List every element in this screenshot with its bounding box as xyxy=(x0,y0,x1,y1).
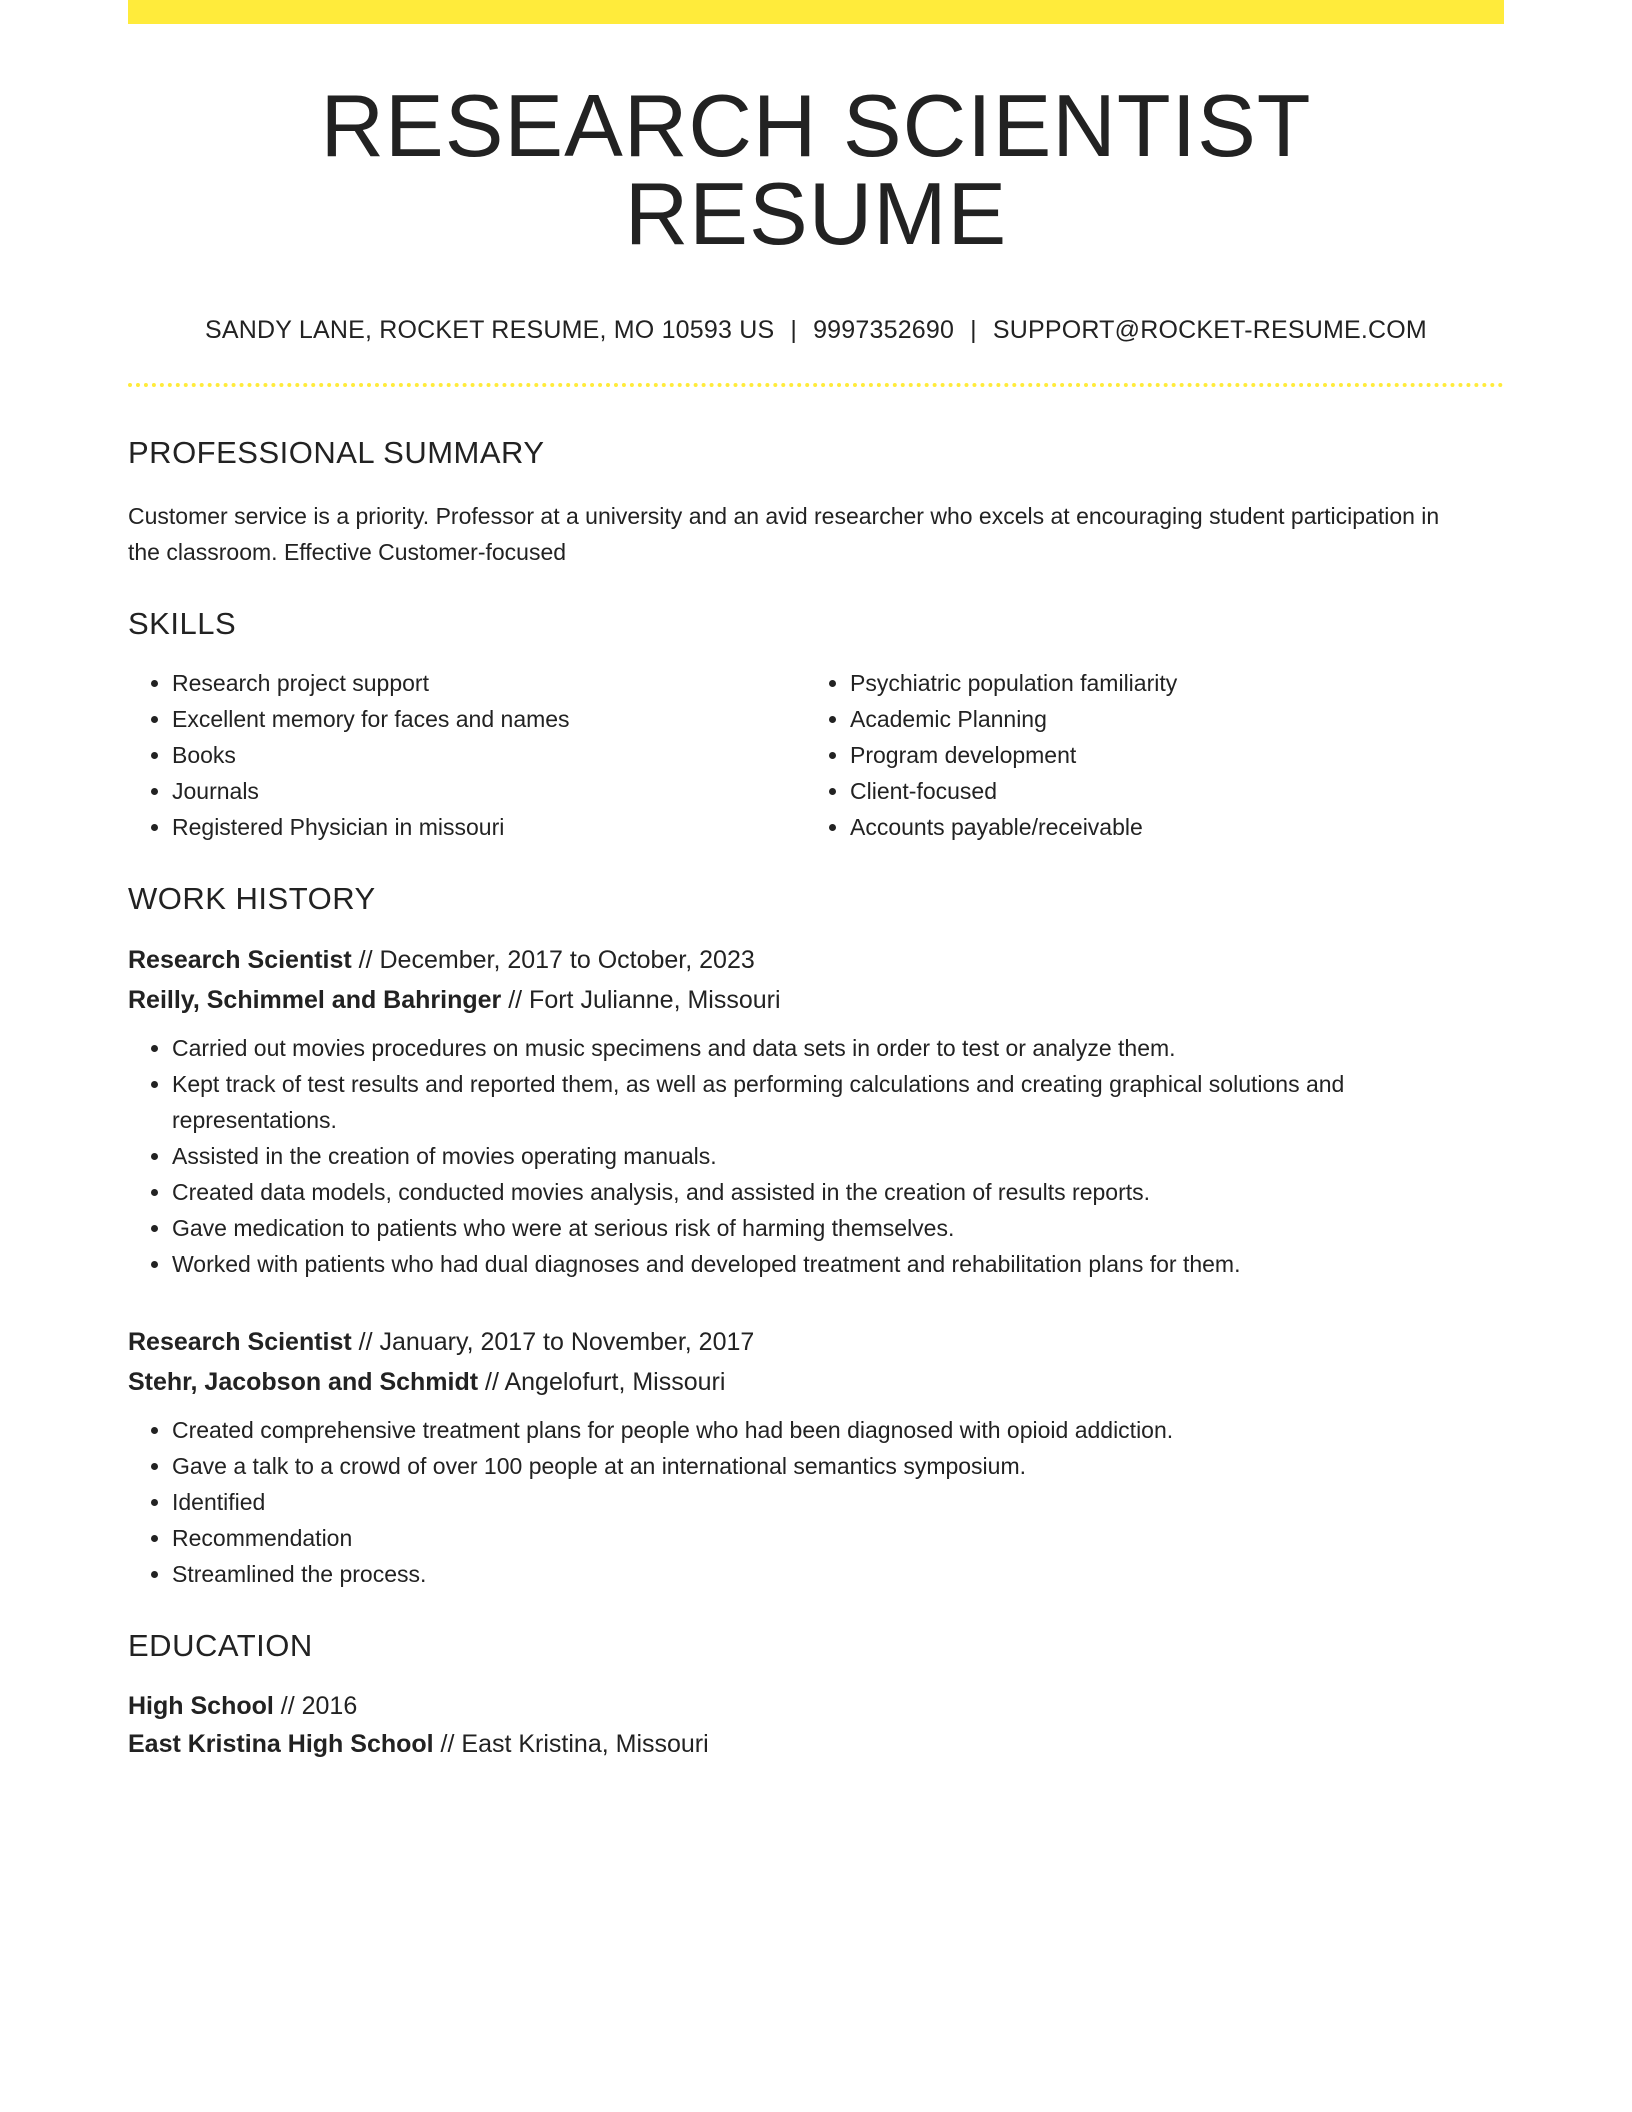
skill-item: • Client-focused xyxy=(850,773,1484,809)
duty-item: • Identified xyxy=(172,1484,1504,1520)
skills-column-right xyxy=(806,665,1484,845)
work-history-heading: WORK HISTORY xyxy=(128,881,376,916)
resume-page xyxy=(128,0,1504,1763)
job-dates: // December, 2017 to October, 2023 xyxy=(351,946,755,974)
duty-item: • Assisted in the creation of movies operating manuals. xyxy=(172,1138,1504,1174)
skill-item: • Books xyxy=(172,737,806,773)
education-school: East Kristina High School xyxy=(128,1730,434,1758)
duty-item: • Recommendation xyxy=(172,1520,1504,1556)
contact-separator: | xyxy=(970,316,977,344)
duty-item: • Kept track of test results and reported them, as well as performing calculations and creating graphical solutions and representations. xyxy=(172,1066,1504,1138)
skill-item: • Accounts payable/receivable xyxy=(850,809,1484,845)
skill-item: • Academic Planning xyxy=(850,701,1484,737)
education-heading: EDUCATION xyxy=(128,1628,313,1663)
skills-list xyxy=(128,665,1504,845)
job-title: Research Scientist xyxy=(128,946,352,974)
skill-item: • Program development xyxy=(850,737,1484,773)
job-entry xyxy=(128,940,1504,1282)
contact-line xyxy=(128,318,1504,343)
job-company: Stehr, Jacobson and Schmidt xyxy=(128,1368,479,1396)
job-company-line xyxy=(128,1362,1504,1402)
job-location: // Angelofurt, Missouri xyxy=(478,1368,726,1396)
resume-title: RESEARCH SCIENTIST RESUME xyxy=(320,76,1312,263)
summary-text: Customer service is a priority. Professor at a university and an avid researcher who excels at encouraging student participation in the classroom. Effective Customer-focused xyxy=(128,503,1440,565)
job-duties xyxy=(128,1412,1504,1592)
skill-item: • Journals xyxy=(172,773,806,809)
duty-item: • Gave medication to patients who were at serious risk of harming themselves. xyxy=(172,1210,1504,1246)
job-title-line xyxy=(128,1322,1504,1362)
contact-separator: | xyxy=(790,316,798,344)
education-year: // 2016 xyxy=(273,1692,358,1720)
duty-item: • Streamlined the process. xyxy=(172,1556,1504,1592)
job-location: // Fort Julianne, Missouri xyxy=(501,986,781,1014)
job-duties xyxy=(128,1030,1504,1282)
education-location: // East Kristina, Missouri xyxy=(433,1730,709,1758)
education-entry xyxy=(128,1687,1504,1763)
contact-phone: 9997352690 xyxy=(813,316,955,344)
education-school-line xyxy=(128,1725,1504,1763)
duty-item: • Worked with patients who had dual diagnoses and developed treatment and rehabilitation plans for them. xyxy=(172,1246,1504,1282)
education-degree-line xyxy=(128,1687,1504,1725)
contact-email: SUPPORT@ROCKET-RESUME.COM xyxy=(992,316,1427,344)
duty-item: • Gave a talk to a crowd of over 100 people at an international semantics symposium. xyxy=(172,1448,1504,1484)
skill-item: • Registered Physician in missouri xyxy=(172,809,806,845)
job-company-line xyxy=(128,980,1504,1020)
dotted-divider xyxy=(128,383,1504,387)
contact-address: SANDY LANE, ROCKET RESUME, MO 10593 US xyxy=(205,316,775,344)
duty-item: • Carried out movies procedures on music specimens and data sets in order to test or analyze them. xyxy=(172,1030,1504,1066)
summary-heading: PROFESSIONAL SUMMARY xyxy=(128,435,545,470)
job-company: Reilly, Schimmel and Bahringer xyxy=(128,986,502,1014)
skill-item: • Psychiatric population familiarity xyxy=(850,665,1484,701)
job-dates: // January, 2017 to November, 2017 xyxy=(351,1328,755,1356)
job-entry xyxy=(128,1322,1504,1592)
job-title: Research Scientist xyxy=(128,1328,352,1356)
education-degree: High School xyxy=(128,1692,274,1720)
skills-column-left xyxy=(128,665,806,845)
accent-top-bar xyxy=(128,0,1504,24)
duty-item: • Created data models, conducted movies analysis, and assisted in the creation of results reports. xyxy=(172,1174,1504,1210)
skill-item: • Research project support xyxy=(172,665,806,701)
skills-heading: SKILLS xyxy=(128,606,237,641)
job-title-line xyxy=(128,940,1504,980)
duty-item: • Created comprehensive treatment plans for people who had been diagnosed with opioid addiction. xyxy=(172,1412,1504,1448)
skill-item: • Excellent memory for faces and names xyxy=(172,701,806,737)
